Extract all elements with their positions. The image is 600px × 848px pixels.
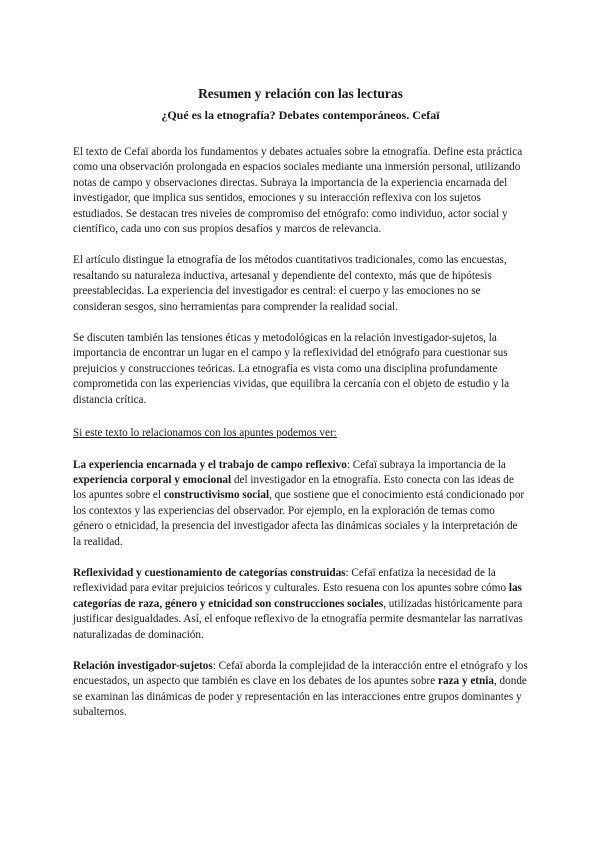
document-page xyxy=(73,86,528,721)
section-text: , que sostiene que el conocimiento está condicionado por los contextos y las experiencias del observador. Por ejemplo, en la exploración de temas como género o etnicidad, la presencia del investigador afecta las dinámicas sociales y la interpretación de la realidad. xyxy=(73,489,525,548)
section-emphasis: raza y etnia xyxy=(438,675,494,688)
section-text: del investigador en la etnografía. Esto conecta con las ideas de los apuntes sobre el xyxy=(73,473,514,502)
summary-paragraph-1: El texto de Cefaï aborda los fundamentos y debates actuales sobre la etnografía. Define esta práctica como una observación prolongada en espacios sociales mediante una inmersión personal, utilizando notas de campo y observaciones directas. Subraya la importancia de la experiencia encarnada del investigador, que implica sus sentidos, emociones y su interacción reflexiva con los sujetos estudiados. Se destacan tres niveles de compromiso del etnógrafo: como individuo, actor social y científico, cada uno con sus propios desafíos y marcos de relevancia. xyxy=(73,146,523,236)
relation-section-1 xyxy=(73,458,528,550)
section-heading: La experiencia encarnada y el trabajo de campo reflexivo xyxy=(73,458,347,471)
summary-paragraph-3: Se discuten también las tensiones éticas y metodológicas en la relación investigador-sujetos, la importancia de encontrar un lugar en el campo y la reflexividad del etnógrafo para cuestionar sus prejuicios y construcciones teóricas. La etnografía es vista como una disciplina profundamente comprometida con las experiencias vividas, que equilibra la cercanía con el objeto de estudio y la distancia crítica. xyxy=(73,332,510,406)
section-text: : Cefaï aborda la complejidad de la interacción entre el etnógrafo y los encuestados, un aspecto que también es clave en los debates de los apuntes sobre xyxy=(73,659,528,688)
section-emphasis: constructivismo social xyxy=(163,489,270,502)
document-title: Resumen y relación con las lecturas xyxy=(198,86,403,101)
relation-intro: Si este texto lo relacionamos con los apuntes podemos ver: xyxy=(73,427,337,440)
document-subtitle: ¿Qué es la etnografía? Debates contemporáneos. Cefaï xyxy=(161,108,440,122)
section-text: : Cefaï enfatiza la necesidad de la reflexividad para evitar prejuicios teóricos y culturales. Esto resuena con los apuntes sobre cómo xyxy=(73,566,509,595)
section-text: : Cefaï subraya la importancia de la xyxy=(346,458,506,471)
section-emphasis: las categorías de raza, género y etnicidad son construcciones sociales xyxy=(73,582,522,610)
summary-paragraph-2: El artículo distingue la etnografía de los métodos cuantitativos tradicionales, como las encuestas, resaltando su naturaleza inductiva, artesanal y dependiente del contexto, más que de hipótesis preestablecidas. La experiencia del investigador es central: el cuerpo y las emociones no se consideran sesgos, sino herramientas para comprender la realidad social. xyxy=(73,254,507,313)
relation-section-3 xyxy=(73,659,528,721)
section-text: , donde se examinan las dinámicas de poder y representación en las interacciones entre grupos dominantes y subalternos. xyxy=(73,675,527,719)
relation-section-2 xyxy=(73,566,528,643)
section-heading: Reflexividad y cuestionamiento de categorías construidas xyxy=(73,566,346,579)
section-emphasis: experiencia corporal y emocional xyxy=(73,473,232,486)
section-text: , utilizadas históricamente para justificar desigualdades. Así, el enfoque reflexivo de la etnografía permite desmantelar las narrativas naturalizadas de dominación. xyxy=(73,597,523,641)
section-heading: Relación investigador-sujetos xyxy=(73,659,213,672)
